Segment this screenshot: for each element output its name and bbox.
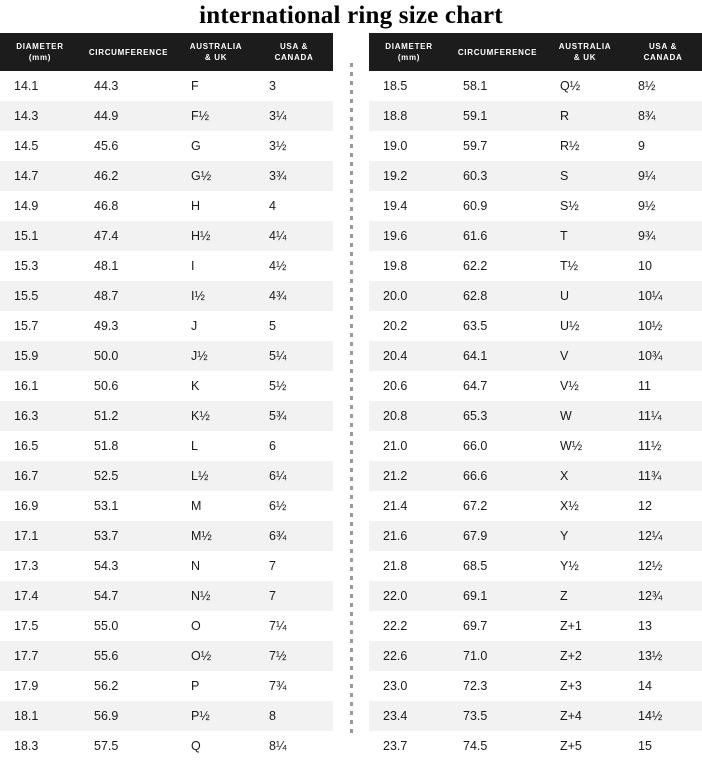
- cell-australia-uk: X: [546, 461, 624, 491]
- table-row: [369, 131, 702, 161]
- cell-diameter: 19.2: [369, 161, 449, 191]
- cell-australia-uk: J: [177, 311, 255, 341]
- cell-australia-uk: R: [546, 101, 624, 131]
- cell-diameter: 18.8: [369, 101, 449, 131]
- cell-australia-uk: G½: [177, 161, 255, 191]
- cell-australia-uk: Q: [177, 731, 255, 761]
- cell-circumference: 60.9: [449, 191, 546, 221]
- cell-australia-uk: Q½: [546, 71, 624, 101]
- cell-circumference: 56.2: [80, 671, 177, 701]
- cell-usa-canada: 11½: [624, 431, 702, 461]
- cell-circumference: 74.5: [449, 731, 546, 761]
- cell-usa-canada: 13½: [624, 641, 702, 671]
- cell-australia-uk: Y: [546, 521, 624, 551]
- vertical-dotted-divider: [333, 33, 369, 761]
- table-row: [369, 401, 702, 431]
- cell-usa-canada: 9¾: [624, 221, 702, 251]
- cell-diameter: 14.9: [0, 191, 80, 221]
- cell-circumference: 53.1: [80, 491, 177, 521]
- table-row: [369, 221, 702, 251]
- cell-circumference: 46.8: [80, 191, 177, 221]
- cell-diameter: 21.6: [369, 521, 449, 551]
- ring-size-table-left: [0, 33, 333, 761]
- cell-diameter: 14.3: [0, 101, 80, 131]
- cell-usa-canada: 12: [624, 491, 702, 521]
- cell-circumference: 49.3: [80, 311, 177, 341]
- cell-diameter: 17.1: [0, 521, 80, 551]
- table-row: [0, 251, 333, 281]
- cell-australia-uk: T: [546, 221, 624, 251]
- cell-australia-uk: Z+3: [546, 671, 624, 701]
- ring-size-table-right: [369, 33, 702, 761]
- cell-australia-uk: Z: [546, 581, 624, 611]
- cell-usa-canada: 15: [624, 731, 702, 761]
- cell-australia-uk: P: [177, 671, 255, 701]
- cell-diameter: 16.9: [0, 491, 80, 521]
- cell-diameter: 23.7: [369, 731, 449, 761]
- table-row: [0, 731, 333, 761]
- cell-australia-uk: F: [177, 71, 255, 101]
- cell-australia-uk: X½: [546, 491, 624, 521]
- column-header-usa-canada-line1: USA &: [648, 42, 678, 51]
- cell-circumference: 48.1: [80, 251, 177, 281]
- cell-circumference: 72.3: [449, 671, 546, 701]
- table-row: [369, 551, 702, 581]
- cell-diameter: 20.2: [369, 311, 449, 341]
- cell-australia-uk: U: [546, 281, 624, 311]
- right-table-head: [369, 33, 702, 71]
- cell-australia-uk: M½: [177, 521, 255, 551]
- cell-australia-uk: O½: [177, 641, 255, 671]
- table-row: [0, 641, 333, 671]
- cell-australia-uk: R½: [546, 131, 624, 161]
- cell-diameter: 22.2: [369, 611, 449, 641]
- cell-usa-canada: 6: [255, 431, 333, 461]
- table-row: [0, 161, 333, 191]
- cell-usa-canada: 4½: [255, 251, 333, 281]
- cell-circumference: 50.6: [80, 371, 177, 401]
- column-header-diameter-line1: DIAMETER: [385, 42, 433, 51]
- column-header-australia-uk-line2: & UK: [573, 53, 597, 62]
- cell-usa-canada: 6¾: [255, 521, 333, 551]
- cell-diameter: 20.4: [369, 341, 449, 371]
- column-header-circumference: [449, 33, 546, 71]
- cell-circumference: 68.5: [449, 551, 546, 581]
- cell-usa-canada: 10¾: [624, 341, 702, 371]
- table-row: [0, 521, 333, 551]
- cell-usa-canada: 7½: [255, 641, 333, 671]
- cell-usa-canada: 3¾: [255, 161, 333, 191]
- page-title: international ring size chart: [199, 2, 503, 29]
- cell-australia-uk: P½: [177, 701, 255, 731]
- table-row: [369, 101, 702, 131]
- cell-australia-uk: O: [177, 611, 255, 641]
- cell-usa-canada: 14: [624, 671, 702, 701]
- cell-circumference: 58.1: [449, 71, 546, 101]
- cell-usa-canada: 8¼: [255, 731, 333, 761]
- cell-diameter: 16.7: [0, 461, 80, 491]
- table-row: [0, 131, 333, 161]
- cell-australia-uk: K½: [177, 401, 255, 431]
- cell-diameter: 18.3: [0, 731, 80, 761]
- cell-diameter: 19.8: [369, 251, 449, 281]
- table-row: [0, 551, 333, 581]
- table-row: [369, 491, 702, 521]
- table-row: [0, 371, 333, 401]
- cell-australia-uk: T½: [546, 251, 624, 281]
- table-row: [0, 611, 333, 641]
- cell-diameter: 16.5: [0, 431, 80, 461]
- cell-diameter: 21.4: [369, 491, 449, 521]
- cell-diameter: 16.3: [0, 401, 80, 431]
- cell-diameter: 20.0: [369, 281, 449, 311]
- cell-usa-canada: 9¼: [624, 161, 702, 191]
- table-row: [0, 281, 333, 311]
- cell-usa-canada: 11: [624, 371, 702, 401]
- cell-diameter: 17.5: [0, 611, 80, 641]
- cell-diameter: 19.4: [369, 191, 449, 221]
- cell-circumference: 71.0: [449, 641, 546, 671]
- table-row: [0, 491, 333, 521]
- cell-usa-canada: 6¼: [255, 461, 333, 491]
- table-row: [369, 641, 702, 671]
- table-row: [0, 461, 333, 491]
- cell-circumference: 54.3: [80, 551, 177, 581]
- table-row: [369, 251, 702, 281]
- cell-diameter: 19.0: [369, 131, 449, 161]
- cell-circumference: 51.8: [80, 431, 177, 461]
- tables-container: [0, 33, 702, 761]
- table-row: [369, 371, 702, 401]
- cell-diameter: 15.1: [0, 221, 80, 251]
- cell-australia-uk: Z+5: [546, 731, 624, 761]
- column-header-diameter-line1: DIAMETER: [16, 42, 64, 51]
- cell-usa-canada: 6½: [255, 491, 333, 521]
- cell-usa-canada: 10¼: [624, 281, 702, 311]
- cell-australia-uk: I: [177, 251, 255, 281]
- cell-circumference: 51.2: [80, 401, 177, 431]
- cell-australia-uk: U½: [546, 311, 624, 341]
- right-header-row: [369, 33, 702, 71]
- table-row: [369, 731, 702, 761]
- column-header-diameter-line2: (mm): [397, 53, 421, 62]
- table-row: [369, 431, 702, 461]
- cell-circumference: 64.7: [449, 371, 546, 401]
- table-row: [369, 701, 702, 731]
- cell-circumference: 47.4: [80, 221, 177, 251]
- table-row: [0, 191, 333, 221]
- cell-australia-uk: K: [177, 371, 255, 401]
- cell-circumference: 57.5: [80, 731, 177, 761]
- cell-circumference: 69.1: [449, 581, 546, 611]
- cell-diameter: 20.6: [369, 371, 449, 401]
- column-header-usa-canada: [255, 33, 333, 71]
- cell-usa-canada: 12¼: [624, 521, 702, 551]
- column-header-circumference-line1: CIRCUMFERENCE: [457, 47, 538, 57]
- cell-diameter: 22.6: [369, 641, 449, 671]
- cell-australia-uk: V: [546, 341, 624, 371]
- cell-australia-uk: N: [177, 551, 255, 581]
- cell-circumference: 54.7: [80, 581, 177, 611]
- column-header-australia-uk-line2: & UK: [204, 53, 228, 62]
- cell-australia-uk: Y½: [546, 551, 624, 581]
- cell-circumference: 63.5: [449, 311, 546, 341]
- cell-usa-canada: 5¾: [255, 401, 333, 431]
- cell-diameter: 21.0: [369, 431, 449, 461]
- table-row: [0, 581, 333, 611]
- cell-usa-canada: 12½: [624, 551, 702, 581]
- cell-australia-uk: F½: [177, 101, 255, 131]
- cell-usa-canada: 4¼: [255, 221, 333, 251]
- cell-circumference: 44.9: [80, 101, 177, 131]
- cell-australia-uk: L: [177, 431, 255, 461]
- table-row: [369, 341, 702, 371]
- cell-circumference: 48.7: [80, 281, 177, 311]
- cell-australia-uk: Z+2: [546, 641, 624, 671]
- cell-australia-uk: N½: [177, 581, 255, 611]
- cell-circumference: 69.7: [449, 611, 546, 641]
- left-table-body: [0, 71, 333, 761]
- table-row: [0, 311, 333, 341]
- cell-usa-canada: 8½: [624, 71, 702, 101]
- cell-circumference: 66.6: [449, 461, 546, 491]
- cell-australia-uk: S: [546, 161, 624, 191]
- column-header-circumference: [80, 33, 177, 71]
- column-header-diameter: [369, 33, 449, 71]
- cell-circumference: 66.0: [449, 431, 546, 461]
- cell-diameter: 22.0: [369, 581, 449, 611]
- cell-circumference: 52.5: [80, 461, 177, 491]
- cell-diameter: 18.1: [0, 701, 80, 731]
- cell-usa-canada: 14½: [624, 701, 702, 731]
- cell-australia-uk: L½: [177, 461, 255, 491]
- table-row: [369, 281, 702, 311]
- cell-circumference: 64.1: [449, 341, 546, 371]
- cell-circumference: 59.1: [449, 101, 546, 131]
- cell-diameter: 17.3: [0, 551, 80, 581]
- cell-diameter: 14.7: [0, 161, 80, 191]
- cell-diameter: 17.9: [0, 671, 80, 701]
- cell-usa-canada: 11¾: [624, 461, 702, 491]
- cell-diameter: 19.6: [369, 221, 449, 251]
- cell-usa-canada: 4¾: [255, 281, 333, 311]
- table-row: [369, 311, 702, 341]
- cell-circumference: 44.3: [80, 71, 177, 101]
- table-row: [0, 431, 333, 461]
- cell-usa-canada: 7¼: [255, 611, 333, 641]
- cell-usa-canada: 12¾: [624, 581, 702, 611]
- cell-australia-uk: H: [177, 191, 255, 221]
- cell-usa-canada: 4: [255, 191, 333, 221]
- cell-australia-uk: V½: [546, 371, 624, 401]
- table-row: [369, 191, 702, 221]
- cell-usa-canada: 7¾: [255, 671, 333, 701]
- cell-australia-uk: I½: [177, 281, 255, 311]
- cell-circumference: 45.6: [80, 131, 177, 161]
- table-row: [369, 671, 702, 701]
- right-table-body: [369, 71, 702, 761]
- cell-diameter: 17.4: [0, 581, 80, 611]
- cell-usa-canada: 7: [255, 581, 333, 611]
- cell-usa-canada: 8¾: [624, 101, 702, 131]
- table-row: [0, 701, 333, 731]
- table-row: [369, 521, 702, 551]
- cell-diameter: 16.1: [0, 371, 80, 401]
- cell-circumference: 46.2: [80, 161, 177, 191]
- table-row: [369, 611, 702, 641]
- table-row: [0, 401, 333, 431]
- column-header-australia-uk-line1: AUSTRALIA: [558, 42, 612, 51]
- cell-australia-uk: Z+1: [546, 611, 624, 641]
- cell-usa-canada: 11¼: [624, 401, 702, 431]
- table-row: [369, 581, 702, 611]
- cell-circumference: 61.6: [449, 221, 546, 251]
- cell-circumference: 59.7: [449, 131, 546, 161]
- cell-usa-canada: 8: [255, 701, 333, 731]
- cell-circumference: 67.9: [449, 521, 546, 551]
- cell-circumference: 55.0: [80, 611, 177, 641]
- table-row: [369, 71, 702, 101]
- cell-australia-uk: G: [177, 131, 255, 161]
- cell-australia-uk: W½: [546, 431, 624, 461]
- cell-circumference: 65.3: [449, 401, 546, 431]
- column-header-usa-canada-line2: CANADA: [643, 53, 683, 62]
- cell-circumference: 67.2: [449, 491, 546, 521]
- table-row: [369, 161, 702, 191]
- cell-diameter: 20.8: [369, 401, 449, 431]
- table-row: [0, 671, 333, 701]
- column-header-usa-canada: [624, 33, 702, 71]
- column-header-australia-uk: [177, 33, 255, 71]
- cell-australia-uk: Z+4: [546, 701, 624, 731]
- cell-usa-canada: 10: [624, 251, 702, 281]
- table-row: [0, 221, 333, 251]
- cell-diameter: 15.5: [0, 281, 80, 311]
- cell-usa-canada: 13: [624, 611, 702, 641]
- left-table-head: [0, 33, 333, 71]
- cell-australia-uk: S½: [546, 191, 624, 221]
- cell-diameter: 18.5: [369, 71, 449, 101]
- cell-diameter: 21.8: [369, 551, 449, 581]
- cell-usa-canada: 7: [255, 551, 333, 581]
- column-header-usa-canada-line1: USA &: [279, 42, 309, 51]
- table-row: [0, 71, 333, 101]
- cell-circumference: 50.0: [80, 341, 177, 371]
- cell-diameter: 15.3: [0, 251, 80, 281]
- dotted-line: [350, 63, 353, 735]
- column-header-diameter: [0, 33, 80, 71]
- cell-usa-canada: 3½: [255, 131, 333, 161]
- cell-diameter: 15.7: [0, 311, 80, 341]
- cell-australia-uk: M: [177, 491, 255, 521]
- cell-usa-canada: 9: [624, 131, 702, 161]
- column-header-australia-uk-line1: AUSTRALIA: [189, 42, 243, 51]
- table-row: [0, 341, 333, 371]
- cell-australia-uk: W: [546, 401, 624, 431]
- cell-diameter: 15.9: [0, 341, 80, 371]
- cell-circumference: 73.5: [449, 701, 546, 731]
- right-table-wrap: [369, 33, 702, 761]
- cell-usa-canada: 3: [255, 71, 333, 101]
- left-header-row: [0, 33, 333, 71]
- cell-diameter: 23.4: [369, 701, 449, 731]
- cell-usa-canada: 10½: [624, 311, 702, 341]
- cell-circumference: 62.2: [449, 251, 546, 281]
- cell-circumference: 62.8: [449, 281, 546, 311]
- cell-diameter: 14.1: [0, 71, 80, 101]
- cell-usa-canada: 5½: [255, 371, 333, 401]
- cell-usa-canada: 9½: [624, 191, 702, 221]
- cell-diameter: 21.2: [369, 461, 449, 491]
- cell-diameter: 17.7: [0, 641, 80, 671]
- cell-usa-canada: 3¼: [255, 101, 333, 131]
- column-header-diameter-line2: (mm): [28, 53, 52, 62]
- cell-circumference: 60.3: [449, 161, 546, 191]
- cell-usa-canada: 5: [255, 311, 333, 341]
- column-header-usa-canada-line2: CANADA: [274, 53, 314, 62]
- table-row: [369, 461, 702, 491]
- column-header-circumference-line1: CIRCUMFERENCE: [88, 47, 169, 57]
- cell-diameter: 14.5: [0, 131, 80, 161]
- cell-australia-uk: J½: [177, 341, 255, 371]
- table-row: [0, 101, 333, 131]
- cell-circumference: 55.6: [80, 641, 177, 671]
- cell-circumference: 53.7: [80, 521, 177, 551]
- cell-diameter: 23.0: [369, 671, 449, 701]
- cell-australia-uk: H½: [177, 221, 255, 251]
- cell-circumference: 56.9: [80, 701, 177, 731]
- left-table-wrap: [0, 33, 333, 761]
- cell-usa-canada: 5¼: [255, 341, 333, 371]
- column-header-australia-uk: [546, 33, 624, 71]
